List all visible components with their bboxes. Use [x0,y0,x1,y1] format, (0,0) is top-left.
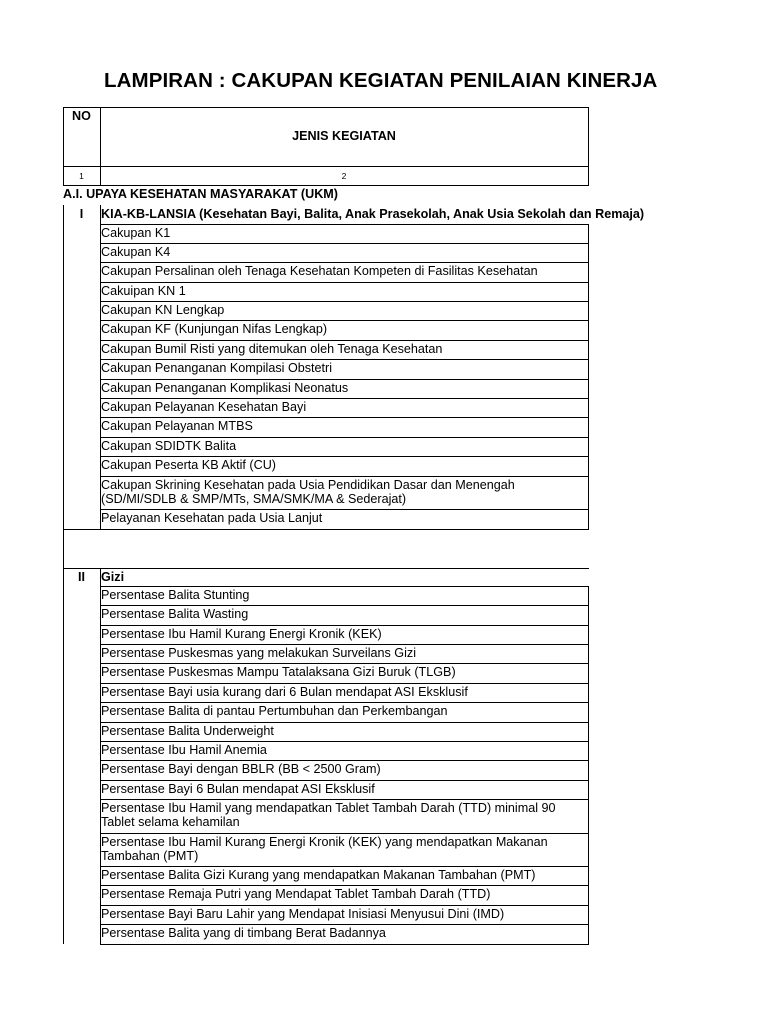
group2-row-border [100,799,589,800]
header-bottom-border [63,185,589,186]
group2-item: Persentase Balita Underweight [101,724,274,738]
group2-row-border [100,924,589,925]
group2-row-border [100,760,589,761]
group2-item: Persentase Puskesmas Mampu Tatalaksana Gizi Buruk (TLGB) [101,665,456,679]
header-top-border [63,107,589,108]
group2-left-border [63,568,64,944]
header-no: NO [72,109,91,123]
header-right-border [588,107,589,186]
group2-row-border [100,605,589,606]
group1-row-border [100,398,589,399]
group1-item: Cakupan Penanganan Komplikasi Neonatus [101,381,349,395]
group1-row-border [100,301,589,302]
group2-row-border [100,683,589,684]
group1-title: KIA-KB-LANSIA (Kesehatan Bayi, Balita, Anak Prasekolah, Anak Usia Sekolah dan Remaja) [101,207,645,221]
group1-row-border [100,476,589,477]
group1-row-border [100,243,589,244]
group1-item: Cakupan KF (Kunjungan Nifas Lengkap) [101,322,328,336]
group2-item: Persentase Bayi dengan BBLR (BB < 2500 Gram) [101,762,381,776]
group1-item: Cakupan Pelayanan MTBS [101,419,253,433]
group2-row-border [100,885,589,886]
group1-row-border [100,417,589,418]
group2-item: Persentase Balita Stunting [101,588,250,602]
header-mid-border [63,166,589,167]
group1-item: Cakupan Persalinan oleh Tenaga Kesehatan Kompeten di Fasilitas Kesehatan [101,264,538,278]
group1-row-border [100,509,589,510]
group1-row-border [100,379,589,380]
group2-item: Persentase Ibu Hamil Kurang Energi Kronik (KEK) [101,627,382,641]
group2-item: Persentase Bayi Baru Lahir yang Mendapat Inisiasi Menyusui Dini (IMD) [101,907,505,921]
group2-item: Persentase Ibu Hamil Anemia [101,743,267,757]
group-spacer-border [63,568,589,569]
group1-item: Cakupan K1 [101,226,171,240]
group1-row-border [100,224,589,225]
group1-item: Cakupan Peserta KB Aktif (CU) [101,458,276,472]
header-col-number-1: 1 [79,171,84,181]
group1-item: Cakupan Bumil Risti yang ditemukan oleh Tenaga Kesehatan [101,342,443,356]
group1-item: Cakupan K4 [101,245,171,259]
header-jenis-kegiatan: JENIS KEGIATAN [292,129,396,143]
group1-item: Cakupan Pelayanan Kesehatan Bayi [101,400,307,414]
group2-row-border [100,866,589,867]
group1-row-border [100,456,589,457]
group1-row-border [100,340,589,341]
group2-item: Persentase Ibu Hamil yang mendapatkan Tablet Tambah Darah (TTD) minimal 90 Tablet selama kehamilan [101,801,556,829]
group2-row-border [100,833,589,834]
group1-left-border [63,205,64,568]
group1-row-border [100,437,589,438]
group2-item: Persentase Balita Wasting [101,607,249,621]
group2-row-border [100,722,589,723]
group1-item: Cakupan KN Lengkap [101,303,225,317]
group1-row-border [100,359,589,360]
group2-item: Persentase Balita di pantau Pertumbuhan dan Perkembangan [101,704,448,718]
group2-row-border [100,741,589,742]
group2-item: Persentase Remaja Putri yang Mendapat Tablet Tambah Darah (TTD) [101,887,491,901]
group1-last-row-border [100,529,589,530]
group2-item: Persentase Bayi 6 Bulan mendapat ASI Eksklusif [101,782,375,796]
group2-row-border [100,663,589,664]
group2-right-border [588,586,589,944]
page-title: LAMPIRAN : CAKUPAN KEGIATAN PENILAIAN KINERJA [104,69,658,92]
group1-item: Cakupan SDIDTK Balita [101,439,237,453]
group1-right-border [588,224,589,530]
group1-number: I [79,207,84,221]
group1-row-border [100,262,589,263]
group1-item: Cakupan Skrining Kesehatan pada Usia Pendidikan Dasar dan Menengah (SD/MI/SDLB & SMP/MTs, SMA/SMK/MA & Sederajat) [101,478,515,506]
group2-item: Persentase Ibu Hamil Kurang Energi Kronik (KEK) yang mendapatkan Makanan Tambahan (PMT) [101,835,548,863]
group1-item: Cakupan Penanganan Kompilasi Obstetri [101,361,333,375]
group2-row-border [100,905,589,906]
group1-row-border [100,320,589,321]
group2-title: Gizi [101,570,125,584]
section-heading: A.I. UPAYA KESEHATAN MASYARAKAT (UKM) [63,187,338,201]
group2-item: Persentase Puskesmas yang melakukan Surveilans Gizi [101,646,416,660]
group2-item: Persentase Balita Gizi Kurang yang mendapatkan Makanan Tambahan (PMT) [101,868,536,882]
group2-row-border [100,780,589,781]
group2-last-row-border [100,944,589,945]
group2-row-border [100,644,589,645]
group2-item: Persentase Balita yang di timbang Berat Badannya [101,926,386,940]
group2-number: II [78,570,85,584]
group2-row-border [100,702,589,703]
group1-item: Cakuipan KN 1 [101,284,186,298]
group1-item: Pelayanan Kesehatan pada Usia Lanjut [101,511,323,525]
group2-row-border [100,586,589,587]
group2-row-border [100,625,589,626]
group2-item: Persentase Bayi usia kurang dari 6 Bulan mendapat ASI Eksklusif [101,685,468,699]
header-col-number-2: 2 [341,171,347,181]
group1-row-border [100,282,589,283]
